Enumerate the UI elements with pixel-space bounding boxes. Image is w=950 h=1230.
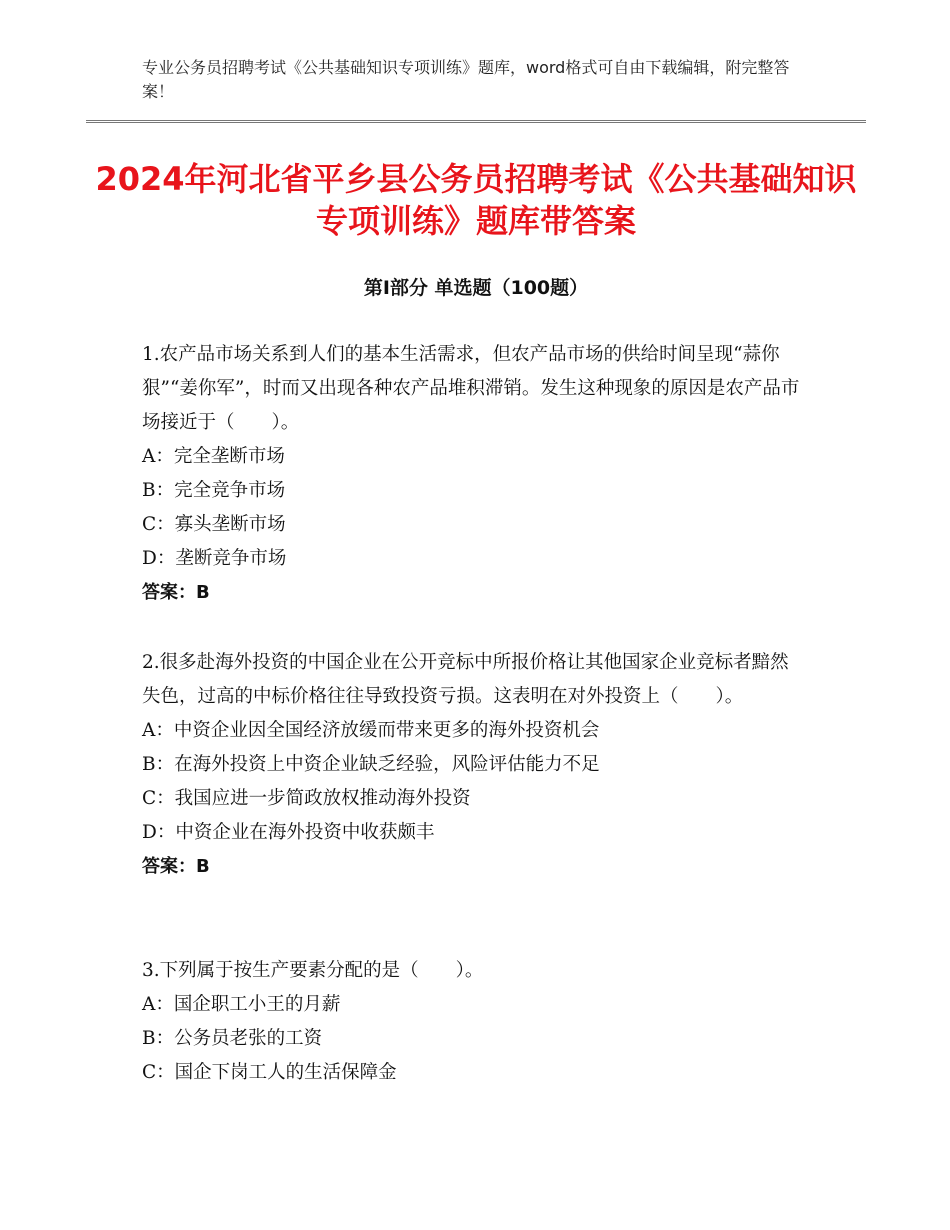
question-stem: 3.下列属于按生产要素分配的是（ ）。 <box>142 960 484 981</box>
question-2 <box>142 646 802 884</box>
option-b: B：完全竞争市场 <box>142 480 286 501</box>
option-a: A：完全垄断市场 <box>142 446 285 467</box>
question-3 <box>142 954 802 1090</box>
question-1 <box>142 338 802 610</box>
option-a: A：中资企业因全国经济放缓而带来更多的海外投资机会 <box>142 720 600 741</box>
answer: 答案：B <box>142 582 210 603</box>
option-b: B：在海外投资上中资企业缺乏经验，风险评估能力不足 <box>142 754 600 775</box>
section-title: 第Ⅰ部分 单选题（100题） <box>363 277 589 299</box>
option-d: D：中资企业在海外投资中收获颇丰 <box>142 822 435 843</box>
option-a: A：国企职工小王的月薪 <box>142 994 341 1015</box>
option-d: D：垄断竞争市场 <box>142 548 287 569</box>
question-stem: 2.很多赴海外投资的中国企业在公开竞标中所报价格让其他国家企业竞标者黯然失色，过高的中标价格往往导致投资亏损。这表明在对外投资上（ ）。 <box>142 652 789 707</box>
option-c: C：寡头垄断市场 <box>142 514 286 535</box>
answer: 答案：B <box>142 856 210 877</box>
header-note: 专业公务员招聘考试《公共基础知识专项训练》题库，word格式可自由下载编辑，附完整答案！ <box>142 58 790 101</box>
question-stem: 1.农产品市场关系到人们的基本生活需求，但农产品市场的供给时间呈现“蒜你狠”“姜你军”，时而又出现各种农产品堆积滞销。发生这种现象的原因是农产品市场接近于（ ）。 <box>142 344 800 433</box>
option-c: C：我国应进一步简政放权推动海外投资 <box>142 788 471 809</box>
option-b: B：公务员老张的工资 <box>142 1028 323 1049</box>
document-title: 2024年河北省平乡县公务员招聘考试《公共基础知识专项训练》题库带答案 <box>95 160 857 240</box>
header-divider <box>86 120 866 124</box>
option-c: C：国企下岗工人的生活保障金 <box>142 1062 397 1083</box>
